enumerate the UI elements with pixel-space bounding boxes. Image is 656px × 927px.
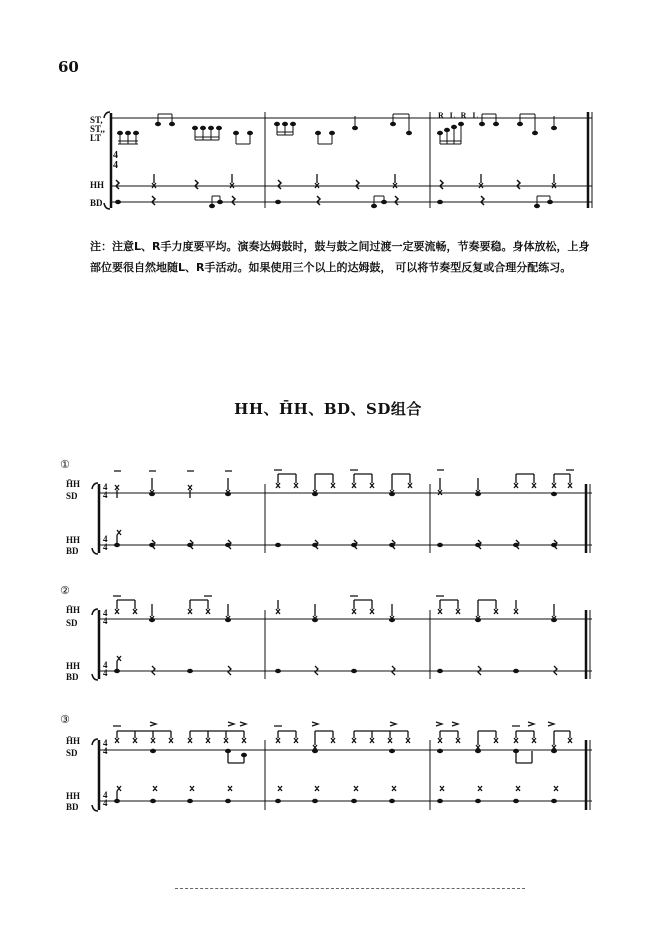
page-number: 60 (58, 58, 79, 76)
exercise-3-label-bd: BD (66, 802, 79, 812)
ex3-time-num-bottom: 4 (103, 790, 108, 800)
exercise-1-label-bd: BD (66, 546, 79, 556)
exercise-3-label-hh: HH (66, 791, 81, 801)
top-time-sig-den: 4 (113, 160, 118, 171)
exercise-2-label-hh-open: H̄H (66, 605, 81, 615)
exercise-number-2: ② (60, 584, 70, 597)
ex2-time-num-top: 4 (103, 608, 108, 618)
exercise-2-label-hh: HH (66, 661, 81, 671)
top-time-sig-num: 4 (113, 150, 118, 161)
exercise-number-3: ③ (60, 713, 70, 726)
ex2-time-den-bottom: 4 (103, 668, 108, 678)
staff-label-hh: HH (90, 180, 105, 190)
ex2-time-den-top: 4 (103, 616, 108, 626)
ex3-time-den-bottom: 4 (103, 798, 108, 808)
exercise-2-label-sd: SD (66, 618, 78, 628)
exercise-1-label-sd: SD (66, 491, 78, 501)
exercise-3-label-hh-open: H̄H (66, 736, 81, 746)
performance-note: 注：注意L、R手力度要平均。演奏达姆鼓时，鼓与鼓之间过渡一定要流畅，节奏要稳。身体放松，上身部位要很自然地随L、R手活动。如果使用三个以上的达姆鼓， 可以将节奏型反复或合理分配练习。 (90, 240, 590, 274)
exercise-3-system (92, 722, 592, 811)
exercise-1-label-hh-open: H̄H (66, 479, 81, 489)
ex1-time-num-top: 4 (103, 482, 108, 492)
ex2-time-num-bottom: 4 (103, 660, 108, 670)
section-title: HH、H̄H、BD、SD组合 (234, 400, 422, 418)
top-system (104, 112, 592, 209)
staff-label-st2: ST,, (90, 124, 105, 134)
ex1-time-num-bottom: 4 (103, 534, 108, 544)
staff-label-bd: BD (90, 198, 103, 208)
ex3-time-den-top: 4 (103, 746, 108, 756)
ex3-time-num-top: 4 (103, 738, 108, 748)
exercise-2-label-bd: BD (66, 672, 79, 682)
exercise-3-label-sd: SD (66, 748, 78, 758)
exercise-1-label-hh: HH (66, 535, 81, 545)
exercise-1-system (92, 470, 592, 554)
staff-label-lt: LT (90, 133, 102, 143)
ex1-time-den-bottom: 4 (103, 542, 108, 552)
staff-label-st1: ST, (90, 115, 103, 125)
exercise-2-system (92, 596, 592, 680)
exercise-number-1: ① (60, 458, 70, 471)
bottom-scan-rule (175, 888, 525, 889)
ex1-time-den-top: 4 (103, 490, 108, 500)
sticking-annotation: R L R L (438, 111, 480, 120)
